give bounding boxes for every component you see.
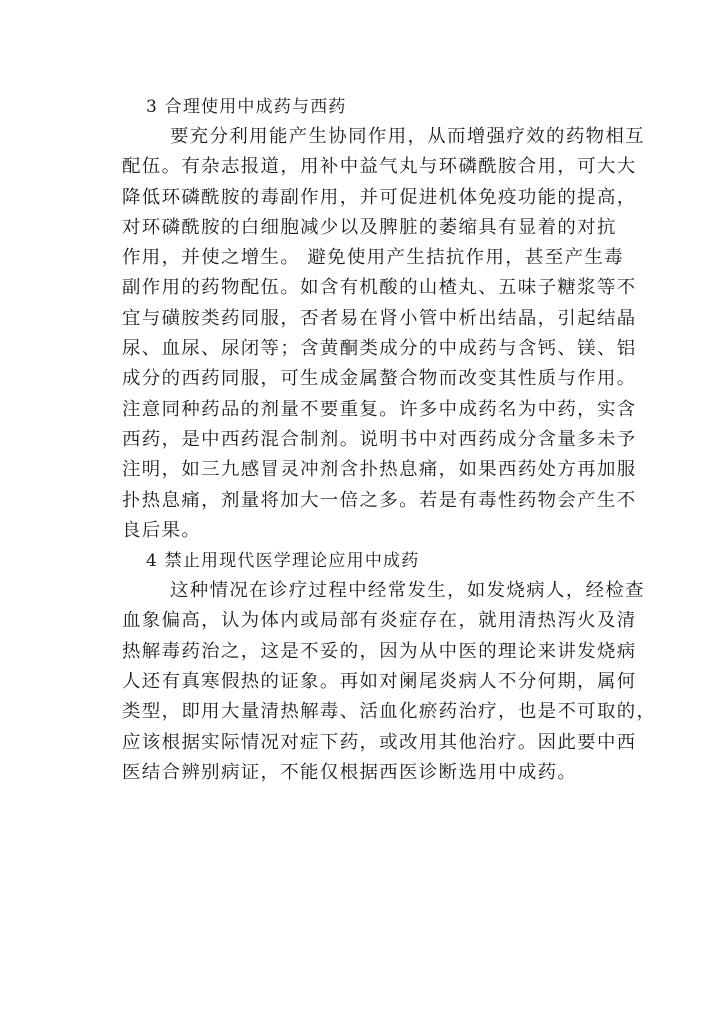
text-line: 应该根据实际情况对症下药，或改用其他治疗。因此要中西 (122, 731, 637, 753)
text-line: 扑热息痛，剂量将加大一倍之多。若是有毒性药物会产生不 (122, 489, 637, 511)
text-line: 成分的西药同服，可生成金属螯合物而改变其性质与作用。 (122, 368, 637, 390)
text-line: 这种情况在诊疗过程中经常发生，如发烧病人，经检查 (170, 580, 645, 602)
text-line: 注明，如三九感冒灵冲剂含扑热息痛，如果西药处方再加服 (122, 459, 637, 481)
text-line: 要充分利用能产生协同作用，从而增强疗效的药物相互 (170, 126, 645, 147)
text-line: 尿、血尿、尿闭等；含黄酮类成分的中成药与含钙、镁、铝 (122, 338, 637, 360)
section-3-heading: 3 合理使用中成药与西药 (146, 97, 347, 117)
section-3-body (122, 122, 645, 546)
text-line: 对环磷酰胺的白细胞减少以及脾脏的萎缩具有显着的对抗 (122, 216, 617, 238)
section-4-heading: 4 禁止用现代医学理论应用中成药 (146, 551, 420, 572)
document-page (122, 92, 657, 788)
text-line: 人还有真寒假热的证象。再如对阑尾炎病人不分何期，属何 (122, 671, 637, 693)
text-line: 副作用的药物配伍。如含有机酸的山楂丸、五味子糖浆等不 (122, 277, 637, 299)
text-line: 类型，即用大量清热解毒、活血化瘀药治疗，也是不可取的， (122, 701, 657, 723)
text-line: 作用，并使之增生。 避免使用产生拮抗作用，甚至产生毒 (122, 247, 625, 269)
text-line: 降低环磷酰胺的毒副作用，并可促进机体免疫功能的提高， (122, 186, 637, 208)
text-line: 良后果。 (122, 519, 202, 541)
text-line: 血象偏高，认为体内或局部有炎症存在，就用清热泻火及清 (122, 610, 637, 632)
text-line: 注意同种药品的剂量不要重复。许多中成药名为中药，实含 (122, 398, 637, 420)
text-line: 医结合辨别病证，不能仅根据西医诊断选用中成药。 (122, 761, 578, 783)
text-line: 宜与磺胺类药同服，否者易在肾小管中析出结晶，引起结晶 (122, 307, 637, 329)
text-line: 热解毒药治之，这是不妥的，因为从中医的理论来讲发烧病 (122, 640, 637, 662)
text-line: 西药，是中西药混合制剂。说明书中对西药成分含量多未予 (122, 428, 637, 450)
text-line: 配伍。有杂志报道，用补中益气丸与环磷酰胺合用，可大大 (122, 156, 637, 178)
section-4-body (122, 576, 657, 788)
